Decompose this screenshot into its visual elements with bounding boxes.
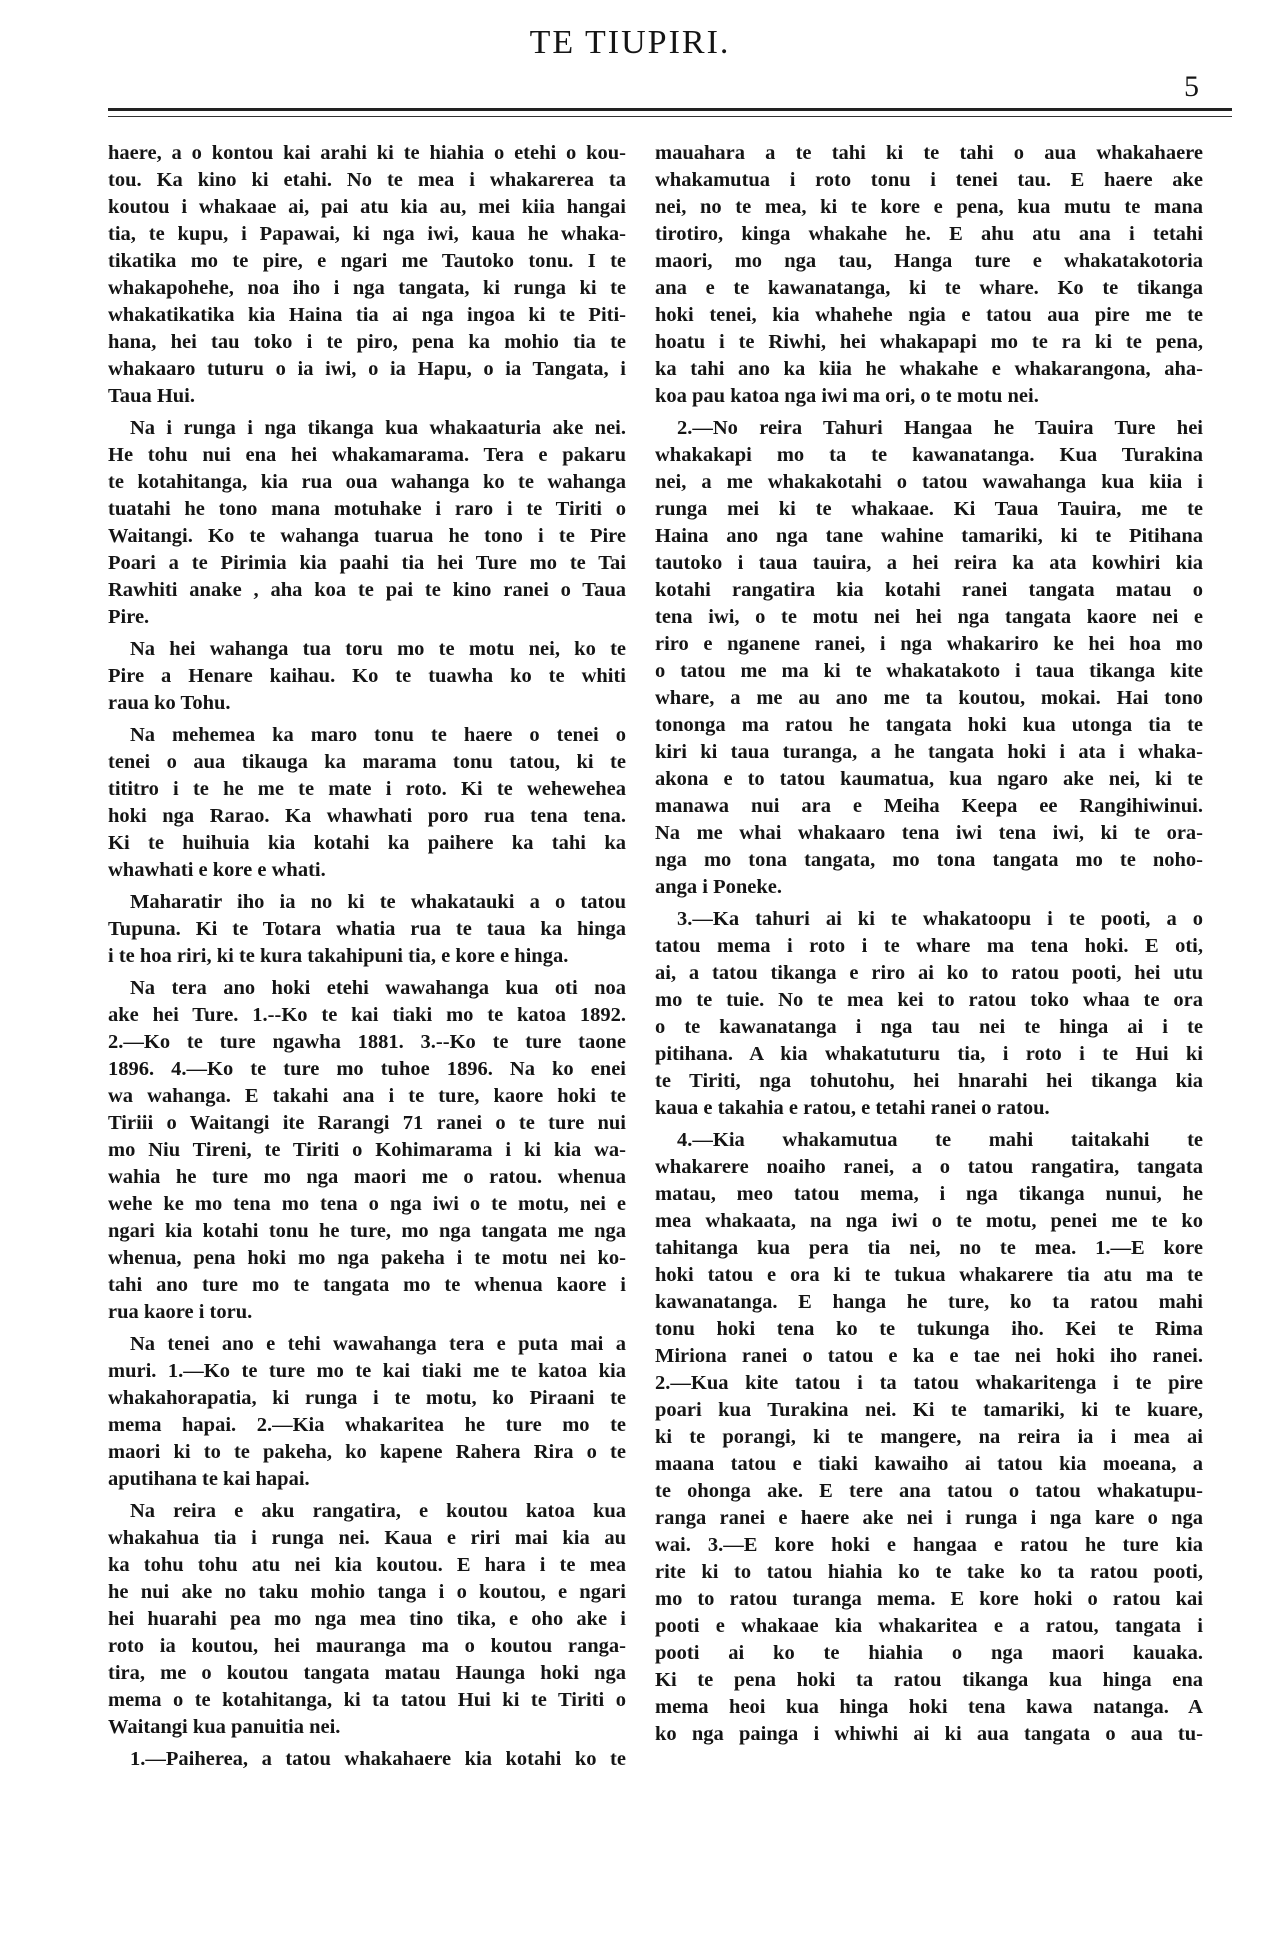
text-line: tonu hoki tena ko te tukunga iho. Kei te Rima: [655, 1318, 1203, 1340]
text-line: tititro i te he me te mate i roto. Ki te wehewehea: [108, 778, 626, 800]
paragraph: [655, 140, 1203, 410]
text-line: Waitangi. Ko te wahanga tuarua he tono i te Pire: [108, 525, 626, 547]
paragraph: [108, 1331, 626, 1493]
text-line: riro e nganene ranei, i nga whakariro ke hei hoa mo: [655, 633, 1203, 655]
text-line: o te kawanatanga i nga tau nei te hinga ai i te: [655, 1016, 1203, 1038]
paragraph: [108, 1498, 626, 1741]
text-line: mema hapai. 2.—Kia whakaritea he ture mo te: [108, 1414, 626, 1436]
text-line: ai, a tatou tikanga e riro ai ko to ratou pooti, hei utu: [655, 962, 1203, 984]
paragraph: [655, 415, 1203, 901]
page-title: [0, 24, 1280, 62]
text-line: ranga ranei e haere ake nei i runga i nga kare o nga: [655, 1507, 1203, 1529]
text-line: mauahara a te tahi ki te tahi o aua whakahaere: [655, 142, 1203, 164]
text-line: Tupuna. Ki te Totara whatia rua te taua ka hinga: [108, 918, 626, 940]
text-line: ake hei Ture. 1.--Ko te kai tiaki mo te katoa 1892.: [108, 1004, 626, 1026]
left-column: [108, 140, 626, 1778]
text-line: wahia he ture mo nga maori me o ratou. whenua: [108, 1166, 626, 1188]
text-line: mo to ratou turanga mema. E kore hoki o ratou kai: [655, 1588, 1203, 1610]
text-line: ngari kia kotahi tonu he ture, mo nga tangata me nga: [108, 1220, 626, 1242]
text-line: Maharatir iho ia no ki te whakatauki a o tatou: [130, 891, 626, 913]
text-line: 1896. 4.—Ko te ture mo tuhoe 1896. Na ko enei: [108, 1058, 626, 1080]
text-line: Miriona ranei o tatou e ka e tae nei hoki iho ranei.: [655, 1345, 1203, 1367]
text-line: ka tohu tohu atu nei kia koutou. E hara i te mea: [108, 1554, 626, 1576]
paragraph: [108, 415, 626, 631]
text-line: tenei o aua tikauga ka marama tonu tatou, ki te: [108, 751, 626, 773]
page-number: 5: [1184, 70, 1199, 103]
text-line: 3.—Ka tahuri ai ki te whakatoopu i te pooti, a o: [677, 908, 1203, 930]
text-line: He tohu nui ena hei whakamarama. Tera e pakaru: [108, 444, 626, 466]
text-line: pitihana. A kia whakatuturu tia, i roto i te Hui ki: [655, 1043, 1203, 1065]
text-line: Na me whai whakaaro tena iwi tena iwi, ki te ora-: [655, 822, 1203, 844]
text-line: Ki te pena hoki ta ratou tikanga kua hinga ena: [655, 1669, 1203, 1691]
paragraph: [108, 1746, 626, 1773]
text-line: ka tahi ano ka kiia he whakahe e whakarangona, aha-: [655, 358, 1203, 380]
text-line: koa pau katoa nga iwi ma ori, o te motu nei.: [655, 385, 1039, 407]
text-line: whakamutua i roto tonu i tenei tau. E haere ake: [655, 169, 1203, 191]
text-line: matau, meo tatou mema, i nga tikanga nunui, he: [655, 1183, 1203, 1205]
text-line: o tatou me ma ki te whakatakoto i taua tikanga kite: [655, 660, 1203, 682]
text-line: tuatahi he tono mana motuhake i raro i te Tiriti o: [108, 498, 626, 520]
text-line: Na tenei ano e tehi wawahanga tera e puta mai a: [130, 1333, 626, 1355]
text-line: te kotahitanga, kia rua oua wahanga ko te wahanga: [108, 471, 626, 493]
text-line: whawhati e kore e whati.: [108, 859, 326, 881]
text-line: Pire a Henare kaihau. Ko te tuawha ko te whiti: [108, 665, 626, 687]
text-line: whakatikatika kia Haina tia ai nga ingoa ki te Piti-: [108, 304, 626, 326]
text-line: mo te tuie. No te mea kei to ratou toko whaa te ora: [655, 989, 1203, 1011]
text-line: tirotiro, kinga whakahe he. E ahu atu ana i tetahi: [655, 223, 1203, 245]
text-line: nei, a me whakakotahi o tatou wawahanga kua kiia i: [655, 471, 1203, 493]
text-line: tena iwi, o te motu nei hei nga tangata kaore nei e: [655, 606, 1203, 628]
text-line: 2.—Ko te ture ngawha 1881. 3.--Ko te ture taone: [108, 1031, 626, 1053]
text-line: hana, hei tau toko i te piro, pena ka mohio tia te: [108, 331, 626, 353]
text-line: muri. 1.—Ko te ture mo te kai tiaki me te katoa kia: [108, 1360, 626, 1382]
text-line: kaua e takahia e ratou, e tetahi ranei o ratou.: [655, 1097, 1050, 1119]
text-line: kiri ki taua turanga, a he tangata hoki i ata i whaka-: [655, 741, 1203, 763]
text-line: mo Niu Tireni, te Tiriti o Kohimarama i ki kia wa-: [108, 1139, 626, 1161]
text-line: whakahua tia i runga nei. Kaua e riri mai kia au: [108, 1527, 626, 1549]
text-line: ko nga painga i whiwhi ai ki aua tangata o aua tu-: [655, 1723, 1203, 1745]
text-line: whakarere noaiho ranei, a o tatou rangatira, tangata: [655, 1156, 1203, 1178]
text-line: Rawhiti anake , aha koa te pai te kino ranei o Taua: [108, 579, 626, 601]
text-line: kawanatanga. E hanga he ture, ko ta ratou mahi: [655, 1291, 1203, 1313]
text-line: pooti ai ko te hiahia o nga maori kauaka.: [655, 1642, 1203, 1664]
text-line: tahitanga kua pera tia nei, no te mea. 1.—E kore: [655, 1237, 1203, 1259]
text-line: pooti e whakaae kia whakaritea e a ratou, tangata i: [655, 1615, 1203, 1637]
text-line: poari kua Turakina nei. Ki te tamariki, ki te kuare,: [655, 1399, 1203, 1421]
text-line: hoki nga Rarao. Ka whawhati poro rua tena tena.: [108, 805, 626, 827]
text-line: Tiriii o Waitangi ite Rarangi 71 ranei o te ture nui: [108, 1112, 626, 1134]
text-line: Waitangi kua panuitia nei.: [108, 1716, 341, 1738]
text-line: whare, a me au ano me ta koutou, mokai. Hai tono: [655, 687, 1203, 709]
text-line: tahi ano ture mo te tangata mo te whenua kaore i: [108, 1274, 626, 1296]
text-line: rite ki to tatou hiahia ko te take ko ta ratou pooti,: [655, 1561, 1203, 1583]
text-line: nga mo tona tangata, mo tona tangata mo te noho-: [655, 849, 1203, 871]
text-line: tou. Ka kino ki etahi. No te mea i whakarerea ta: [108, 169, 626, 191]
text-line: 4.—Kia whakamutua te mahi taitakahi te: [677, 1129, 1203, 1151]
text-line: whakakapi mo ta te kawanatanga. Kua Turakina: [655, 444, 1203, 466]
paragraph: [655, 1127, 1203, 1748]
paragraph: [655, 906, 1203, 1122]
text-line: tautoko i taua tauira, a hei reira ka ata kowhiri kia: [655, 552, 1203, 574]
text-line: Na i runga i nga tikanga kua whakaaturia ake nei.: [130, 417, 626, 439]
text-line: 1.—Paiherea, a tatou whakahaere kia kotahi ko te: [130, 1748, 626, 1770]
text-line: mea whakaata, na nga iwi o te motu, penei me te ko: [655, 1210, 1203, 1232]
text-line: wehe ke mo tena mo tena o nga iwi o te motu, nei e: [108, 1193, 626, 1215]
text-line: Taua Hui.: [108, 385, 195, 407]
text-line: i te hoa riri, ki te kura takahipuni tia, e kore e hinga.: [108, 945, 569, 967]
text-line: wai. 3.—E kore hoki e hangaa e ratou he ture kia: [655, 1534, 1203, 1556]
text-line: Na hei wahanga tua toru mo te motu nei, ko te: [130, 638, 626, 660]
text-line: mema heoi kua hinga hoki tena kawa natanga. A: [655, 1696, 1203, 1718]
text-line: mema o te kotahitanga, ki ta tatou Hui ki te Tiriti o: [108, 1689, 626, 1711]
paragraph: [108, 889, 626, 970]
text-line: hoki tatou e ora ki te tukua whakarere tia atu ma te: [655, 1264, 1203, 1286]
text-line: kotahi rangatira kia kotahi ranei tangata matau o: [655, 579, 1203, 601]
text-line: whakahorapatia, ki runga i te motu, ko Piraani te: [108, 1387, 626, 1409]
text-line: rua kaore i toru.: [108, 1301, 253, 1323]
text-line: tikatika mo te pire, e ngari me Tautoko tonu. I te: [108, 250, 626, 272]
text-line: aputihana te kai hapai.: [108, 1468, 310, 1490]
text-line: raua ko Tohu.: [108, 692, 231, 714]
header-rule-thin: [108, 116, 1232, 117]
text-line: whakaaro tuturu o ia iwi, o ia Hapu, o ia Tangata, i: [108, 358, 626, 380]
text-line: te ohonga ake. E tere ana tatou o tatou whakatupu-: [655, 1480, 1203, 1502]
text-line: runga mei ki te whakaae. Ki Taua Tauira, me te: [655, 498, 1203, 520]
text-line: hei huarahi pea mo nga mea tino tika, e oho ake i: [108, 1608, 626, 1630]
paragraph: [108, 140, 626, 410]
text-line: haere, a o kontou kai arahi ki te hiahia o etehi o kou-: [108, 142, 626, 164]
text-line: whakapohehe, noa iho i nga tangata, ki runga ki te: [108, 277, 626, 299]
text-line: tira, me o koutou tangata matau Haunga hoki nga: [108, 1662, 626, 1684]
text-line: tononga ma ratou he tangata hoki kua utonga tia te: [655, 714, 1203, 736]
text-line: roto ia koutou, hei mauranga ma o koutou ranga-: [108, 1635, 626, 1657]
text-line: ki te porangi, ki te mangere, na reira ia i mea ai: [655, 1426, 1203, 1448]
text-line: ana e te kawanatanga, ki te whare. Ko te tikanga: [655, 277, 1203, 299]
paragraph: [108, 975, 626, 1326]
text-line: Haina ano nga tane wahine tamariki, ki te Pitihana: [655, 525, 1203, 547]
text-line: akona e to tatou kaumatua, kua ngaro ake nei, ki te: [655, 768, 1203, 790]
text-line: anga i Poneke.: [655, 876, 782, 898]
text-line: 2.—Kua kite tatou i ta tatou whakaritenga i te pire: [655, 1372, 1203, 1394]
text-line: 2.—No reira Tahuri Hangaa he Tauira Ture hei: [677, 417, 1203, 439]
text-line: hoatu i te Riwhi, hei whakapapi mo te ra ki te pena,: [655, 331, 1203, 353]
text-line: Pire.: [108, 606, 150, 628]
text-line: manawa nui ara e Meiha Keepa ee Rangihiwinui.: [655, 795, 1203, 817]
paragraph: [108, 722, 626, 884]
text-line: Ki te huihuia kia kotahi ka paihere ka tahi ka: [108, 832, 626, 854]
text-line: Na reira e aku rangatira, e koutou katoa kua: [130, 1500, 626, 1522]
text-line: Na tera ano hoki etehi wawahanga kua oti noa: [130, 977, 626, 999]
text-line: whenua, pena hoki mo nga pakeha i te motu nei ko-: [108, 1247, 626, 1269]
text-line: maori, mo nga tau, Hanga ture e whakatakotoria: [655, 250, 1203, 272]
text-line: hoki tenei, kia whahehe ngia e tatou aua pire me te: [655, 304, 1203, 326]
text-line: maana tatou e tiaki kawaiho ai tatou kia moeana, a: [655, 1453, 1203, 1475]
text-line: tatou mema i roto i te whare ma tena hoki. E oti,: [655, 935, 1203, 957]
text-line: Poari a te Pirimia kia paahi tia hei Ture mo te Tai: [108, 552, 626, 574]
text-line: nei, no te mea, ki te kore e pena, kua mutu te mana: [655, 196, 1203, 218]
paragraph: [108, 636, 626, 717]
text-line: he nui ake no taku mohio tanga i o koutou, e ngari: [108, 1581, 626, 1603]
header-rule-thick: [108, 108, 1232, 111]
right-column: [655, 140, 1203, 1753]
text-line: koutou i whakaae ai, pai atu kia au, mei kiia hangai: [108, 196, 626, 218]
text-line: Na mehemea ka maro tonu te haere o tenei o: [130, 724, 626, 746]
text-line: maori ki to te pakeha, ko kapene Rahera Rira o te: [108, 1441, 626, 1463]
newspaper-title: TE TIUPIRI.: [529, 24, 731, 61]
text-line: tia, te kupu, i Papawai, ki nga iwi, kaua he whaka-: [108, 223, 626, 245]
text-line: te Tiriti, nga tohutohu, hei hnarahi hei tikanga kia: [655, 1070, 1203, 1092]
text-line: wa wahanga. E takahi ana i te ture, kaore hoki te: [108, 1085, 626, 1107]
